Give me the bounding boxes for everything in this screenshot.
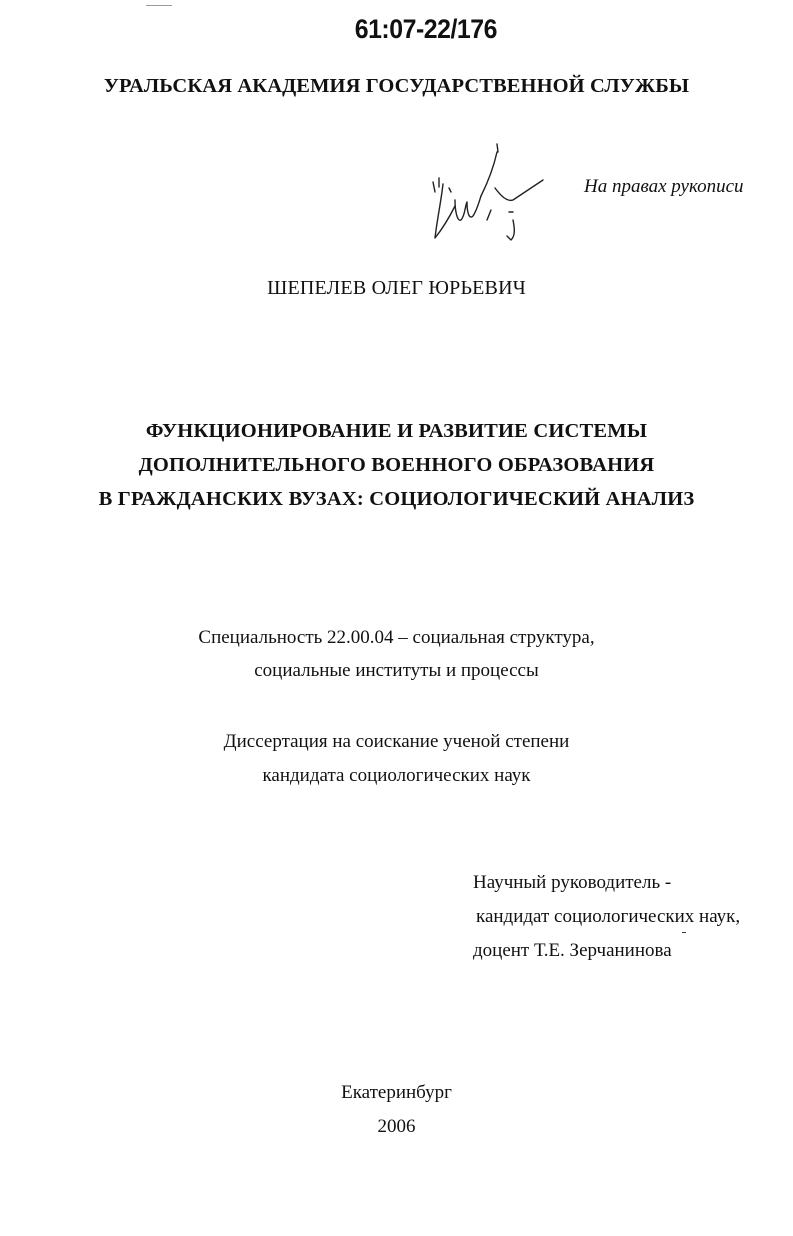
city: Екатеринбург	[341, 1082, 452, 1103]
title-line-1: ФУНКЦИОНИРОВАНИЕ И РАЗВИТИЕ СИСТЕМЫ	[145, 420, 648, 442]
supervisor-name: доцент Т.Е. Зерчанинова	[473, 940, 672, 961]
year: 2006	[377, 1116, 416, 1137]
author-name: ШЕПЕЛЕВ ОЛЕГ ЮРЬЕВИЧ	[267, 277, 526, 299]
signature-icon	[425, 140, 555, 250]
scan-mark	[682, 932, 686, 933]
institution-name: УРАЛЬСКАЯ АКАДЕМИЯ ГОСУДАРСТВЕННОЙ СЛУЖБЫ	[103, 75, 690, 97]
catalog-number: 61:07-22/176	[354, 14, 497, 44]
supervisor-label: Научный руководитель -	[473, 872, 672, 893]
title-line-3: В ГРАЖДАНСКИХ ВУЗАХ: СОЦИОЛОГИЧЕСКИЙ АНАЛИЗ	[98, 488, 695, 510]
dissertation-line-1: Диссертация на соискание ученой степени	[223, 731, 570, 752]
supervisor-degree: кандидат социологических наук,	[476, 906, 741, 927]
scan-mark	[146, 5, 172, 6]
rights-note: На правах рукописи	[584, 176, 744, 197]
dissertation-line-2: кандидата социологических наук	[262, 765, 531, 786]
specialty-line-1: Специальность 22.00.04 – социальная структура,	[198, 627, 595, 648]
title-line-2: ДОПОЛНИТЕЛЬНОГО ВОЕННОГО ОБРАЗОВАНИЯ	[138, 454, 655, 476]
specialty-line-2: социальные институты и процессы	[254, 660, 539, 681]
